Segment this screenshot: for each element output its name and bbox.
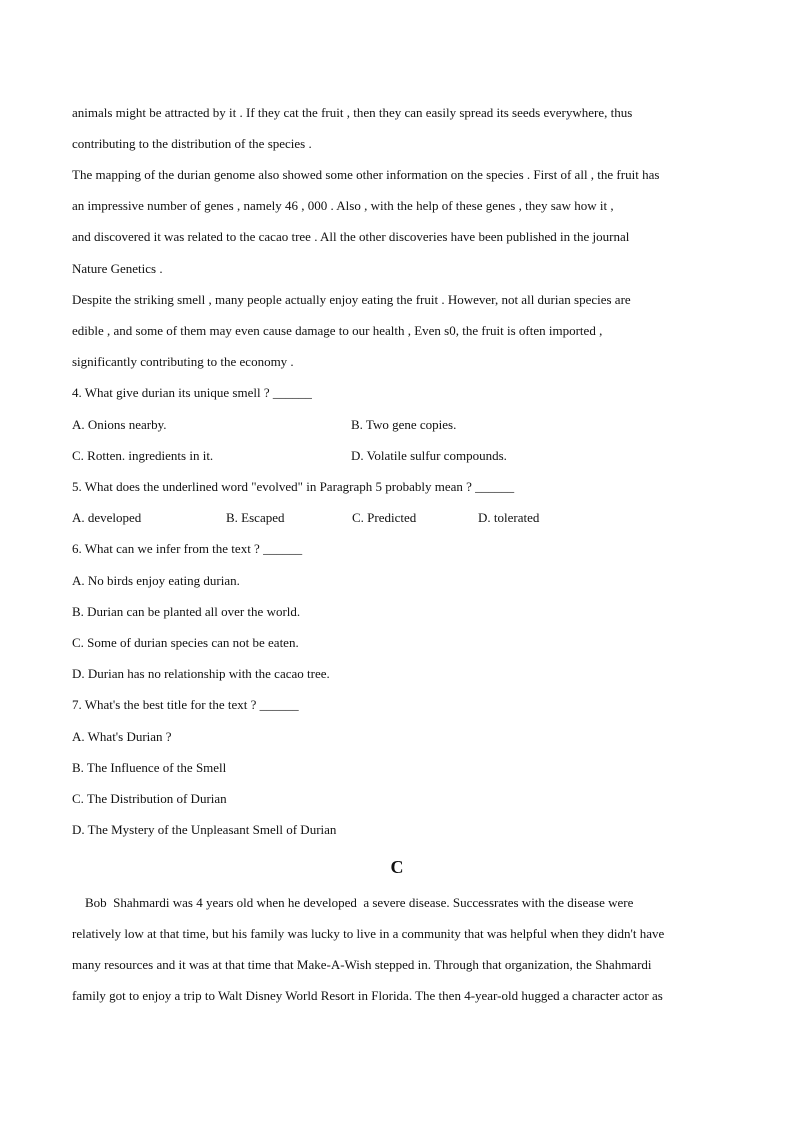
option-b: B. Escaped [226, 510, 285, 525]
passage-line: animals might be attracted by it . If they cat the fruit , then they can easily spread its seeds everywhere, thus [72, 105, 633, 120]
option-d: D. Volatile sulfur compounds. [351, 448, 507, 463]
option-a: A. No birds enjoy eating durian. [72, 573, 240, 588]
passage-line: significantly contributing to the economy . [72, 354, 294, 369]
option-d: D. Durian has no relationship with the cacao tree. [72, 666, 330, 681]
question-stem: 6. What can we infer from the text ? ______ [72, 541, 303, 556]
passage-line: and discovered it was related to the cacao tree . All the other discoveries have been published in the journal [72, 229, 630, 244]
option-c: C. Some of durian species can not be eaten. [72, 635, 299, 650]
option-c: C. Rotten. ingredients in it. [72, 448, 214, 463]
passage-line: Despite the striking smell , many people actually enjoy eating the fruit . However, not all durian species are [72, 292, 631, 307]
option-b: B. Durian can be planted all over the world. [72, 604, 301, 619]
option-a: A. Onions nearby. [72, 417, 167, 432]
passage-line: family got to enjoy a trip to Walt Disney World Resort in Florida. The then 4-year-old hugged a character actor as [72, 988, 663, 1003]
passage-line: Bob Shahmardi was 4 years old when he developed a severe disease. Successrates with the disease were [72, 895, 634, 910]
option-a: A. What's Durian ? [72, 729, 172, 744]
passage-line: Nature Genetics . [72, 261, 163, 276]
option-c: C. The Distribution of Durian [72, 791, 227, 806]
passage-line: relatively low at that time, but his family was lucky to live in a community that was helpful when they didn't have [72, 926, 665, 941]
passage-line: many resources and it was at that time that Make-A-Wish stepped in. Through that organization, the Shahmardi [72, 957, 652, 972]
passage-line: edible , and some of them may even cause damage to our health , Even s0, the fruit is often imported , [72, 323, 603, 338]
option-b: B. The Influence of the Smell [72, 760, 227, 775]
option-a: A. developed [72, 510, 142, 525]
option-d: D. The Mystery of the Unpleasant Smell of Durian [72, 822, 337, 837]
option-d: D. tolerated [478, 510, 540, 525]
passage-line: contributing to the distribution of the species . [72, 136, 312, 151]
question-stem: 4. What give durian its unique smell ? ______ [72, 385, 312, 400]
passage-line: an impressive number of genes , namely 46 , 000 . Also , with the help of these genes , they saw how it , [72, 198, 614, 213]
option-c: C. Predicted [352, 510, 417, 525]
option-b: B. Two gene copies. [351, 417, 457, 432]
section-heading: C [390, 857, 404, 877]
question-stem: 5. What does the underlined word "evolved" in Paragraph 5 probably mean ? ______ [72, 479, 515, 494]
question-stem: 7. What's the best title for the text ? ______ [72, 697, 299, 712]
passage-line: The mapping of the durian genome also showed some other information on the species . First of all , the fruit has [72, 167, 660, 182]
